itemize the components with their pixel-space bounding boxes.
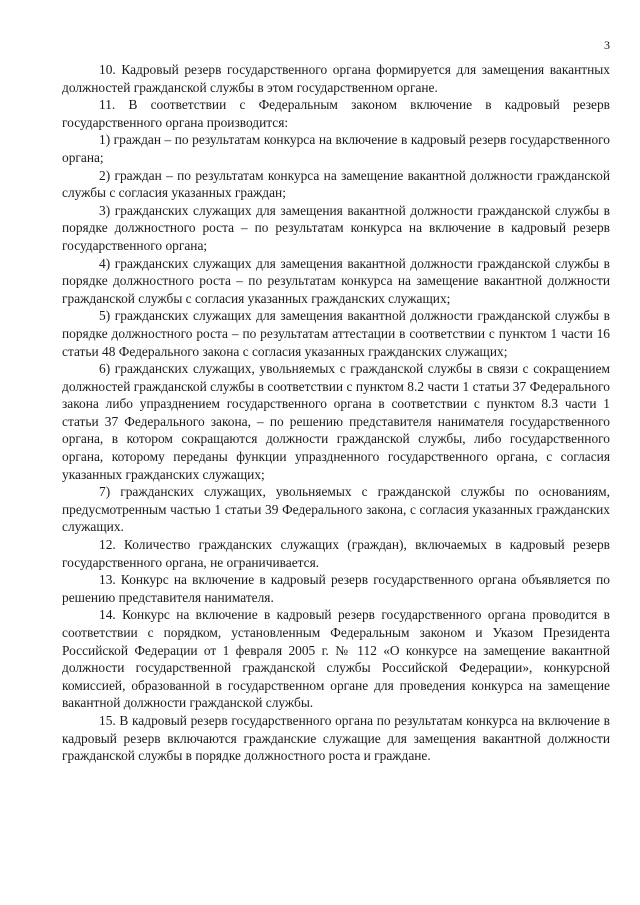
- paragraph-14: 14. Конкурс на включение в кадровый резерв государственного органа проводится в соответствии с порядком, установленным Федеральным законом и Указом Президента Российской Федерации от 1 февраля 2005 г. № 112 «О конкурсе на замещение вакантной должности государственной гражданской службы Российской Федерации», конкурсной комиссией, образованной в государственном органе для проведения конкурса на замещение вакантной должности гражданской службы.: [62, 607, 610, 711]
- list-item-1: 1) граждан – по результатам конкурса на включение в кадровый резерв государственного органа;: [62, 132, 610, 165]
- paragraph-13: 13. Конкурс на включение в кадровый резерв государственного органа объявляется по решению представителя нанимателя.: [62, 572, 610, 605]
- page-number: 3: [604, 38, 610, 52]
- paragraph-12: 12. Количество гражданских служащих (граждан), включаемых в кадровый резерв государственного органа, не ограничивается.: [62, 537, 610, 570]
- paragraph-10: 10. Кадровый резерв государственного органа формируется для замещения вакантных должностей гражданской службы в этом государственном органе.: [62, 62, 610, 95]
- list-item-6: 6) гражданских служащих, увольняемых с гражданской службы в связи с сокращением должностей гражданской службы в соответствии с пунктом 8.2 части 1 статьи 37 Федерального закона либо упразднением государственного органа в соответствии с пунктом 8.3 части 1 статьи 37 Федерального закона, – по решению представителя нанимателя государственного органа, в котором сокращаются должности гражданской службы, либо государственного органа, которому переданы функции упраздненного государственного органа, с согласия указанных гражданских служащих;: [62, 361, 610, 482]
- paragraph-15: 15. В кадровый резерв государственного органа по результатам конкурса на включение в кадровый резерв включаются гражданские служащие для замещения вакантной должности гражданской службы в порядке должностного роста и граждане.: [62, 712, 610, 764]
- list-item-4: 4) гражданских служащих для замещения вакантной должности гражданской службы в порядке должностного роста – по результатам конкурса на замещение вакантной должности гражданской службы с согласия указанных гражданских служащих;: [62, 255, 610, 306]
- list-item-7: 7) гражданских служащих, увольняемых с гражданской службы по основаниям, предусмотренным частью 1 статьи 39 Федерального закона, с согласия указанных гражданских служащих.: [62, 484, 610, 535]
- paragraph-11: 11. В соответствии с Федеральным законом включение в кадровый резерв государственного органа производится:: [62, 97, 610, 130]
- list-item-3: 3) гражданских служащих для замещения вакантной должности гражданской службы в порядке должностного роста – по результатам конкурса на включение в кадровый резерв государственного органа;: [62, 202, 610, 253]
- list-item-5: 5) гражданских служащих для замещения вакантной должности гражданской службы в порядке должностного роста – по результатам аттестации в соответствии с пунктом 1 части 16 статьи 48 Федерального закона с согласия указанных гражданских служащих;: [62, 308, 610, 359]
- list-item-2: 2) граждан – по результатам конкурса на замещение вакантной должности гражданской службы с согласия указанных граждан;: [62, 167, 610, 201]
- document-body: [62, 61, 610, 765]
